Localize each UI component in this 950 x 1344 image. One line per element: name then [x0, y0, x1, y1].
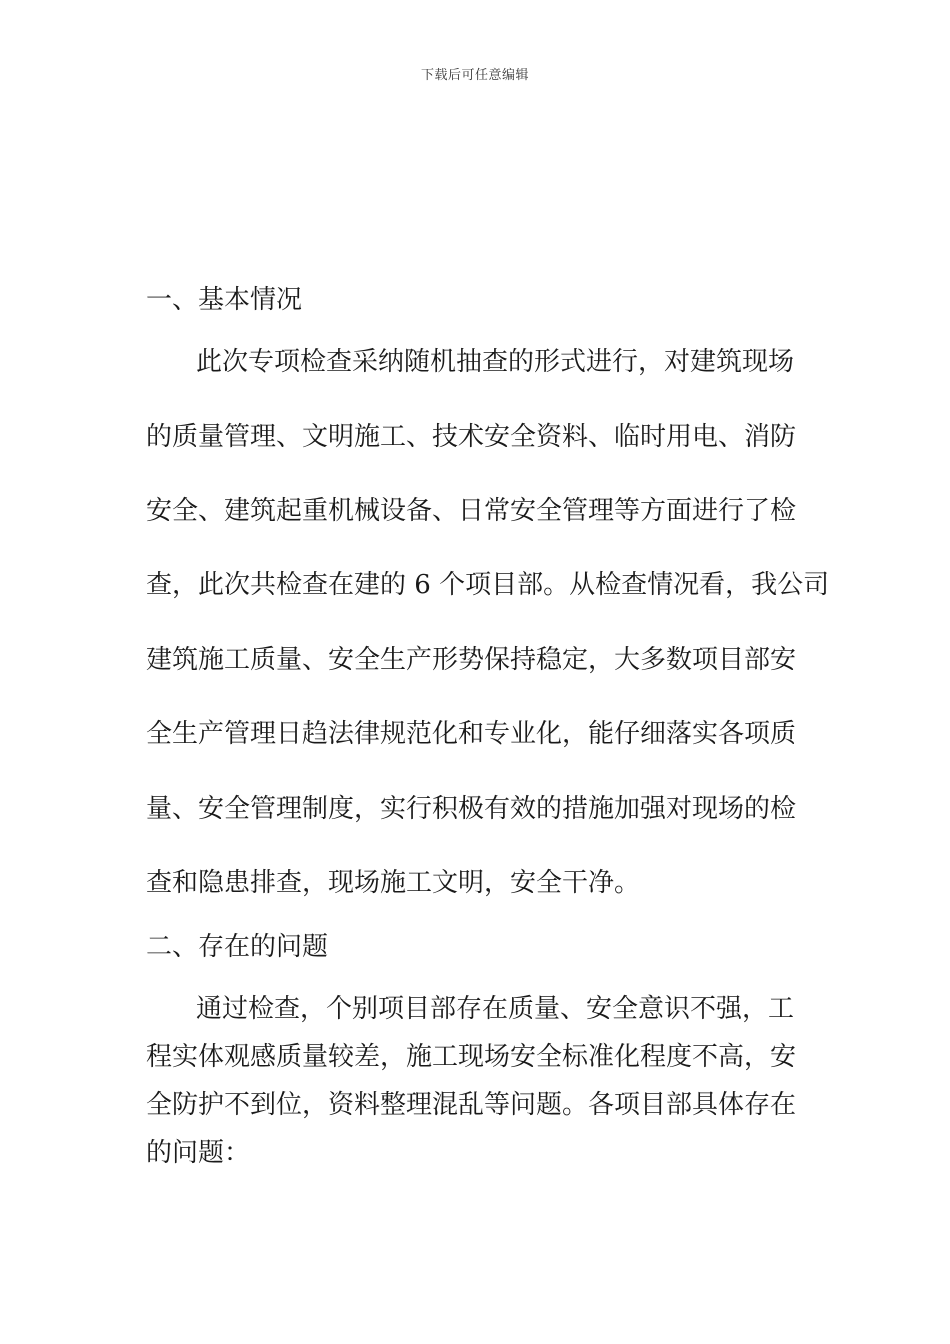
paragraph-line: 量、安全管理制度，实行积极有效的措施加强对现场的检 [146, 794, 797, 824]
paragraph-line: 的质量管理、文明施工、技术安全资料、临时用电、消防 [146, 422, 797, 452]
paragraph-line: 安全、建筑起重机械设备、日常安全管理等方面进行了检 [146, 496, 797, 526]
paragraph-line: 建筑施工质量、安全生产形势保持稳定，大多数项目部安 [146, 645, 797, 675]
page-header: 下载后可任意编辑 [420, 68, 529, 83]
paragraph-line: 通过检查，个别项目部存在质量、安全意识不强，工 [196, 994, 795, 1024]
paragraph-line: 查和隐患排查，现场施工文明，安全干净。 [146, 868, 641, 898]
paragraph-line: 查，此次共检查在建的 6 个项目部。从检查情况看，我公司 [146, 570, 830, 600]
paragraph-line: 程实体观感质量较差，施工现场安全标准化程度不高，安 [146, 1042, 797, 1072]
paragraph-line: 的问题： [146, 1138, 251, 1168]
paragraph-line: 全生产管理日趋法律规范化和专业化，能仔细落实各项质 [146, 719, 797, 749]
paragraph-line: 此次专项检查采纳随机抽查的形式进行，对建筑现场 [196, 347, 795, 377]
paragraph-line: 全防护不到位，资料整理混乱等问题。各项目部具体存在 [146, 1090, 797, 1120]
section-heading-existing-problems: 二、存在的问题 [146, 932, 329, 962]
section-heading-basic-situation: 一、基本情况 [146, 285, 303, 315]
